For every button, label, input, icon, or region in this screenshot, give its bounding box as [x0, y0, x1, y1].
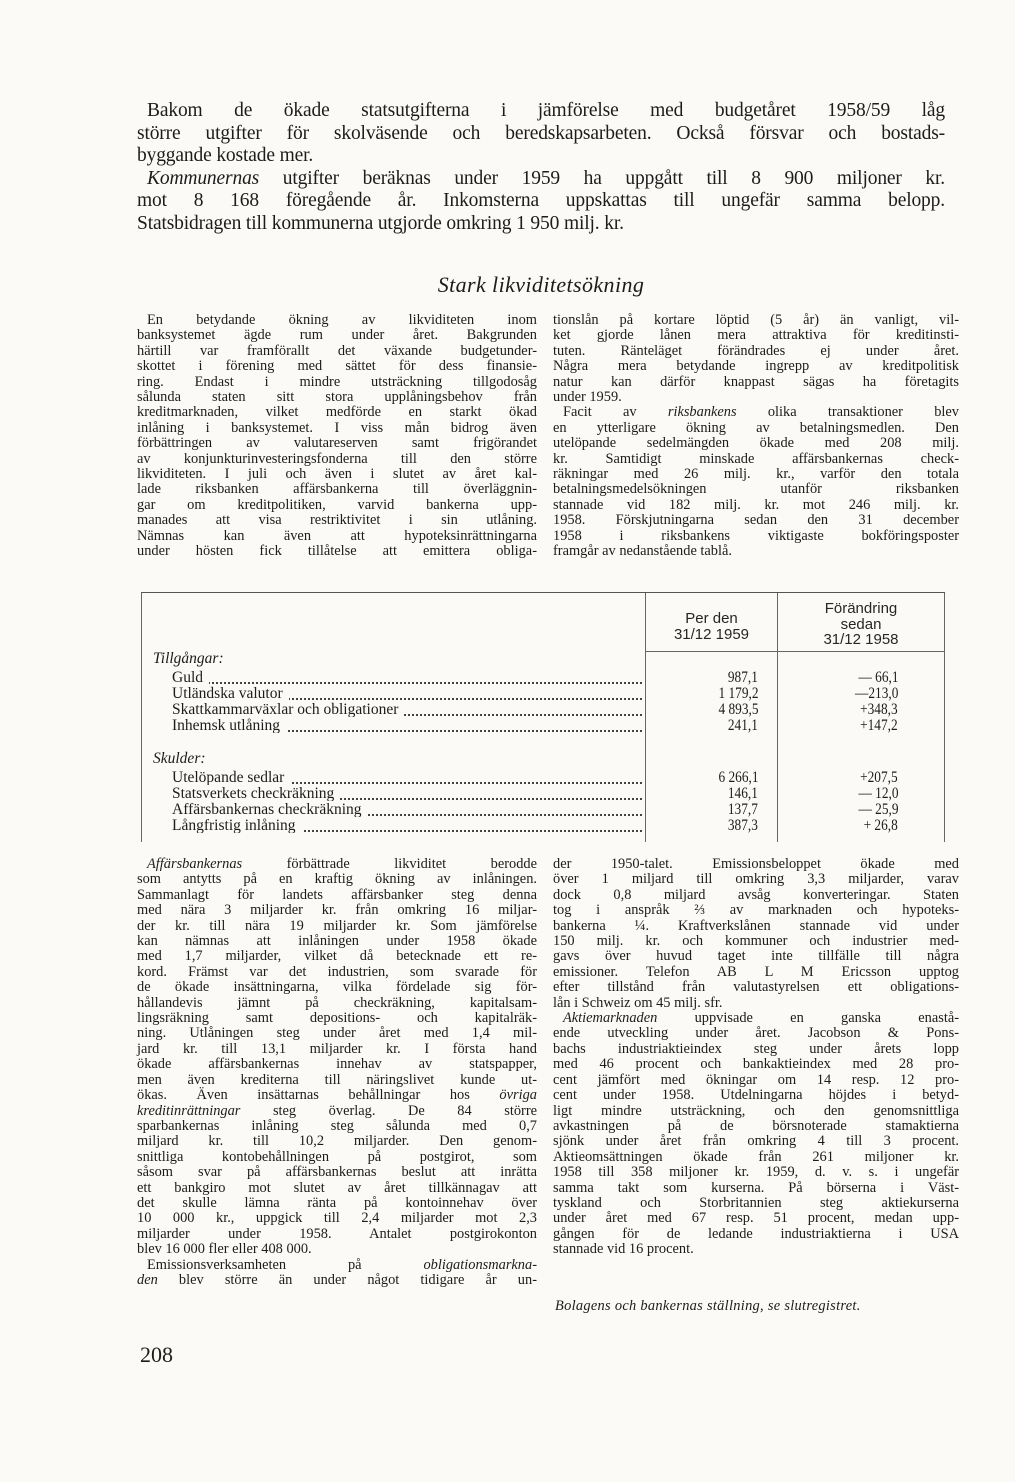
leader-dots	[172, 682, 642, 684]
text-line: bachs industriaktieindex steg under årets lopp	[553, 1040, 959, 1057]
header-rule	[645, 651, 945, 652]
intro-paragraph-1	[137, 100, 945, 168]
text-line: utelöpande sedelmängden ökade med 208 milj.	[553, 435, 959, 452]
table-row	[141, 686, 945, 701]
text-line: med 1,7 miljarder, vilket då betecknade ett re-	[137, 948, 537, 965]
value-text: 137,7	[728, 801, 758, 818]
text-line: Nämnas kan även att hypoteksinrättningarna	[137, 527, 537, 544]
text-line: cent jämfört med ökningar om 14 resp. 12 pro-	[553, 1071, 959, 1088]
text-line: sjönk under året från omkring 4 till 3 procent.	[553, 1133, 959, 1150]
text-line: betalningsmedelsökningen utanför riksbanken	[553, 481, 959, 498]
text-line: under hösten fick tillåtelse att emittera obliga-	[137, 543, 537, 560]
row-label	[172, 686, 642, 701]
table-row	[141, 786, 945, 801]
text: olika transaktioner blev	[736, 404, 959, 421]
text-line: natur kan därför knappast sägas ha företagits	[553, 373, 959, 390]
text-line: mot 8 168 föregående år. Inkomsterna uppskattas till ungefär samma belopp.	[137, 190, 945, 212]
value-text: — 66,1	[858, 669, 898, 686]
text-line: kreditmarknaden, vilket medförde en starkt ökad	[137, 404, 537, 421]
text-line: ökade affärsbankernas innehav av statspapper,	[137, 1056, 537, 1073]
text-line: framgår av nedanstående tablå.	[553, 543, 732, 560]
group-title-tillgangar: Tillgångar:	[153, 650, 224, 667]
text-line: stannade vid 16 procent.	[553, 1241, 694, 1258]
column-bottom-left	[137, 857, 537, 1288]
emphasis: obligationsmarkna-	[423, 1256, 537, 1273]
text-line: lingsräkning samt depositions- och kapitalräk-	[137, 1010, 537, 1027]
text-line: gavs över huvud taget inte tillfälle till några	[553, 948, 959, 965]
label-text: Affärsbankernas checkräkning	[172, 802, 368, 817]
text-line: emissioner. Telefon AB L M Ericsson upptog	[553, 963, 959, 980]
header-line: sedan	[840, 615, 882, 633]
text-line: inlåning i banksystemet. I viss mån bidrog även	[137, 419, 537, 436]
label-text: Skattkammarväxlar och obligationer	[172, 702, 404, 717]
text-line: större utgifter för skolväsende och beredskapsarbeten. Också försvar och bostads-	[137, 122, 945, 144]
text-line: byggande kostade mer.	[137, 145, 314, 167]
column-header-forandring	[778, 601, 944, 648]
text-line: Några mera betydande ingrepp av kreditpolitisk	[553, 358, 959, 375]
row-label	[172, 786, 642, 801]
emphasis: den	[137, 1271, 158, 1288]
row-label	[172, 818, 642, 833]
text-line: gar om kreditpolitiken, varvid bankerna upp-	[137, 496, 537, 513]
row-label	[172, 702, 642, 717]
text-line: 1958. Förskjutningarna sedan den 31 december	[553, 512, 959, 529]
column-top-right	[553, 313, 959, 560]
label-text: Statsverkets checkräkning	[172, 786, 340, 801]
change-value	[778, 770, 898, 785]
text-line	[553, 1011, 959, 1026]
text-line: manades att visa restriktivitet i sin utlåning.	[137, 512, 537, 529]
text-line: ende utveckling under året. Jacobson & Pons-	[553, 1025, 959, 1042]
header-line: 31/12 1959	[673, 625, 750, 643]
header-line: Per den	[685, 610, 738, 627]
text-line: lån i Schweiz om 45 milj. sfr.	[553, 994, 723, 1011]
text-line: blev 16 000 fler eller 408 000.	[137, 1241, 312, 1258]
column-bottom-right	[553, 857, 959, 1258]
text-line: 1958 till 358 miljoner kr. 1959, d. v. s. i ungefär	[553, 1164, 959, 1181]
change-value	[778, 718, 898, 733]
table-row	[141, 802, 945, 817]
text-line	[137, 1258, 537, 1273]
emphasis: Aktiemarknaden	[563, 1010, 658, 1027]
text-line: jard kr. till 13,1 miljarder kr. I första hand	[137, 1040, 537, 1057]
row-label	[172, 802, 642, 817]
section-heading: Stark likviditetsökning	[437, 272, 645, 297]
value-text: 1 179,2	[718, 685, 758, 702]
label-text: Utländska valutor	[172, 686, 289, 701]
emphasis: kreditinrättningar	[137, 1102, 241, 1119]
change-value	[778, 802, 898, 817]
text-line: sparbankernas inlåning steg sålunda med 0,7	[137, 1117, 537, 1134]
riksbank-balance-table	[141, 592, 945, 842]
text-line: ring. Endast i mindre utsträckning tillgodosåg	[137, 373, 537, 390]
text-line: Statsbidragen till kommunerna utgjorde omkring 1 950 milj. kr.	[137, 212, 624, 234]
header-line: Förändring	[824, 600, 898, 617]
text: ökas. Även insättarnas behållningar hos	[137, 1087, 500, 1104]
change-value	[778, 686, 898, 701]
text-line: 10 000 kr., uppgick till 2,4 miljarder mot 2,3	[137, 1210, 537, 1227]
emphasis: riksbankens	[667, 404, 737, 421]
text-line: sålunda staten sitt stora upplåningsbehov från	[137, 389, 537, 406]
value-text: + 26,8	[863, 817, 898, 834]
value-text: +348,3	[860, 701, 898, 718]
text: Facit av	[563, 404, 668, 421]
label-text: Guld	[172, 670, 209, 685]
text-line: kord. Främst var det industrien, som svarade för	[137, 963, 537, 980]
value-text: 146,1	[728, 785, 758, 802]
table-row	[141, 670, 945, 685]
emphasis: Affärsbankernas	[147, 856, 243, 872]
text-line: Bakom de ökade statsutgifterna i jämförelse med budgetåret 1958/59 låg	[147, 100, 945, 121]
text-line: banksystemet ägde rum under året. Bakgrunden	[137, 327, 537, 344]
value-text: 987,1	[728, 669, 758, 686]
text-line: under året med 67 resp. 51 procent, medan upp-	[553, 1210, 959, 1227]
text-line: under 1959.	[553, 389, 622, 406]
text-line: snittliga kontobehållningen på postgirot, som	[137, 1148, 537, 1165]
intro-paragraph-2	[137, 168, 945, 236]
text-line: skottet i förening med sättet för dess finansie-	[137, 358, 537, 375]
column-top-left	[137, 313, 537, 560]
text-line: som antytts på en kraftig ökning av inlåningen.	[137, 871, 537, 888]
text-line: över 1 miljard till omkring 3,3 miljarder, varav	[553, 871, 959, 888]
value-text: 241,1	[728, 717, 758, 734]
text-line: härtill var framförallt det växande budgetunder-	[137, 342, 537, 359]
footnote-reference: Bolagens och bankernas ställning, se slutregistret.	[555, 1298, 861, 1314]
text-line: med 46 procent och bankaktieindex med 28 pro-	[553, 1056, 959, 1073]
intro-text	[137, 100, 945, 236]
text-line: likviditeten. I juli och även i slutet av året kal-	[137, 466, 537, 483]
text-line: tyskland och Storbritannien steg aktiekurserna	[553, 1194, 959, 1211]
text: blev större än under något tidigare år un-	[157, 1271, 537, 1288]
text-line: der kr. till nära 19 miljarder kr. Som jämförelse	[137, 917, 537, 934]
text-line: der 1950-talet. Emissionsbeloppet ökade med	[553, 856, 959, 872]
text-line: såsom svar på affärsbankernas beslut att inrätta	[137, 1164, 537, 1181]
text-line	[137, 1088, 537, 1103]
change-value	[778, 786, 898, 801]
value-text: — 12,0	[858, 785, 898, 802]
text: Emissionsverksamheten på	[147, 1256, 424, 1273]
table-row	[141, 718, 945, 733]
group-title-skulder: Skulder:	[153, 750, 206, 767]
text-line: En betydande ökning av likviditeten inom	[147, 312, 537, 328]
header-line: 31/12 1958	[823, 631, 899, 648]
text-line: ligt mindre utsträckning, och den genomsnittliga	[553, 1102, 959, 1119]
text-line: gången för de ledande industriaktierna i USA	[553, 1225, 959, 1242]
emphasis: övriga	[499, 1087, 537, 1104]
text-line: bankerna ¼. Kraftverkslånen stannade vid under	[553, 917, 959, 934]
value-1959	[646, 686, 758, 701]
value-1959	[646, 670, 758, 685]
text-line: ning. Utlåningen steg under året med 1,4 mil-	[137, 1025, 537, 1042]
value-1959	[646, 702, 758, 717]
value-text: +147,2	[860, 717, 898, 734]
text: utgifter beräknas under 1959 ha uppgått till 8 900 miljoner kr.	[259, 167, 945, 189]
value-1959	[646, 770, 758, 785]
text-line: cent under 1958. Utdelningarna höjdes i betyd-	[553, 1087, 959, 1104]
text: steg överlag. De 84 större	[240, 1102, 537, 1119]
change-value	[778, 818, 898, 833]
value-text: 387,3	[728, 817, 758, 834]
text-line: tionslån på kortare löptid (5 år) än vanligt, vil-	[553, 312, 959, 328]
table-row	[141, 770, 945, 785]
text-line: 1958 i riksbankens viktigaste bokföringsposter	[553, 527, 959, 544]
text: förbättrade likviditet berodde	[242, 856, 537, 872]
text-line: stannade vid 182 milj. kr. mot 246 milj. kr.	[553, 496, 959, 513]
table-row	[141, 818, 945, 833]
row-label	[172, 770, 642, 785]
table-row	[141, 702, 945, 717]
value-1959	[646, 818, 758, 833]
text-line: efter tillstånd från valutastyrelsen ett obligations-	[553, 979, 959, 996]
value-text: +207,5	[860, 769, 898, 786]
text-line: de ökade insättningarna, vilka fördelade sig för-	[137, 979, 537, 996]
text-line: det skulle lämna ränta på kontoinnehav över	[137, 1194, 537, 1211]
change-value	[778, 670, 898, 685]
text-line: dock 0,8 miljard avsåg konverteringar. Staten	[553, 886, 959, 903]
text-line	[137, 168, 945, 191]
text-line	[553, 405, 959, 420]
text-line: lade riksbanken affärsbankerna till överläggnin-	[137, 481, 537, 498]
label-text: Utelöpande sedlar	[172, 770, 290, 785]
text: uppvisade en ganska enastå-	[657, 1010, 959, 1027]
text-line: hållandevis jämnt på checkräkning, kapitalsam-	[137, 994, 537, 1011]
text-line: avkastningen på de börsnoterade stamaktierna	[553, 1117, 959, 1134]
page-number: 208	[140, 1342, 173, 1367]
value-text: —213,0	[854, 685, 898, 702]
column-header-per-den	[646, 611, 777, 642]
text-line: ket gjorde lånen mera attraktiva för kreditinsti-	[553, 327, 959, 344]
value-1959	[646, 802, 758, 817]
text-line: men även krediterna till näringslivet kunde ut-	[137, 1071, 537, 1088]
value-1959	[646, 786, 758, 801]
label-text: Långfristig inlåning	[172, 818, 302, 833]
text-line: miljarder under 1958. Antalet postgirokonton	[137, 1225, 537, 1242]
text-line: miljard kr. till 10,2 miljarder. Den genom-	[137, 1133, 537, 1150]
text-line: Aktieomsättningen ökade från 261 miljoner kr.	[553, 1148, 959, 1165]
emphasis: Kommunernas	[147, 167, 260, 189]
text-line: ett bankgiro mot slutet av året tillkännagav att	[137, 1179, 537, 1196]
row-label	[172, 718, 642, 733]
value-text: — 25,9	[858, 801, 898, 818]
text-line: med nära 3 miljarder kr. från omkring 16 miljar-	[137, 902, 537, 919]
text-line	[137, 1104, 537, 1119]
row-label	[172, 670, 642, 685]
change-value	[778, 702, 898, 717]
value-1959	[646, 718, 758, 733]
text-line: av konjunkturinvesteringsfonderna till den större	[137, 450, 537, 467]
label-text: Inhemsk utlåning	[172, 718, 286, 733]
text-line: en ytterligare ökning av betalningsmedlen. Den	[553, 419, 959, 436]
text-line: kr. Samtidigt minskade affärsbankernas check-	[553, 450, 959, 467]
text-line: förbättringen av valutareserven samt frigörandet	[137, 435, 537, 452]
text-line	[137, 857, 537, 872]
text-line: tog i anspråk ⅔ av marknaden och hypoteks-	[553, 902, 959, 919]
text-line: Sammanlagt för landets affärsbanker steg denna	[137, 886, 537, 903]
text-line: räkningar med 26 milj. kr., varför den totala	[553, 466, 959, 483]
text-line: kan nämnas att inlåningen under 1958 ökade	[137, 933, 537, 950]
text-line: tuten. Ränteläget förändrades ej under året.	[553, 342, 959, 359]
text-line: 150 milj. kr. och kommuner och industrier med-	[553, 933, 959, 950]
value-text: 4 893,5	[718, 701, 758, 718]
text-line	[137, 1273, 537, 1288]
text-line: samma takt som kurserna. På börserna i Väst-	[553, 1179, 959, 1196]
value-text: 6 266,1	[718, 769, 758, 786]
